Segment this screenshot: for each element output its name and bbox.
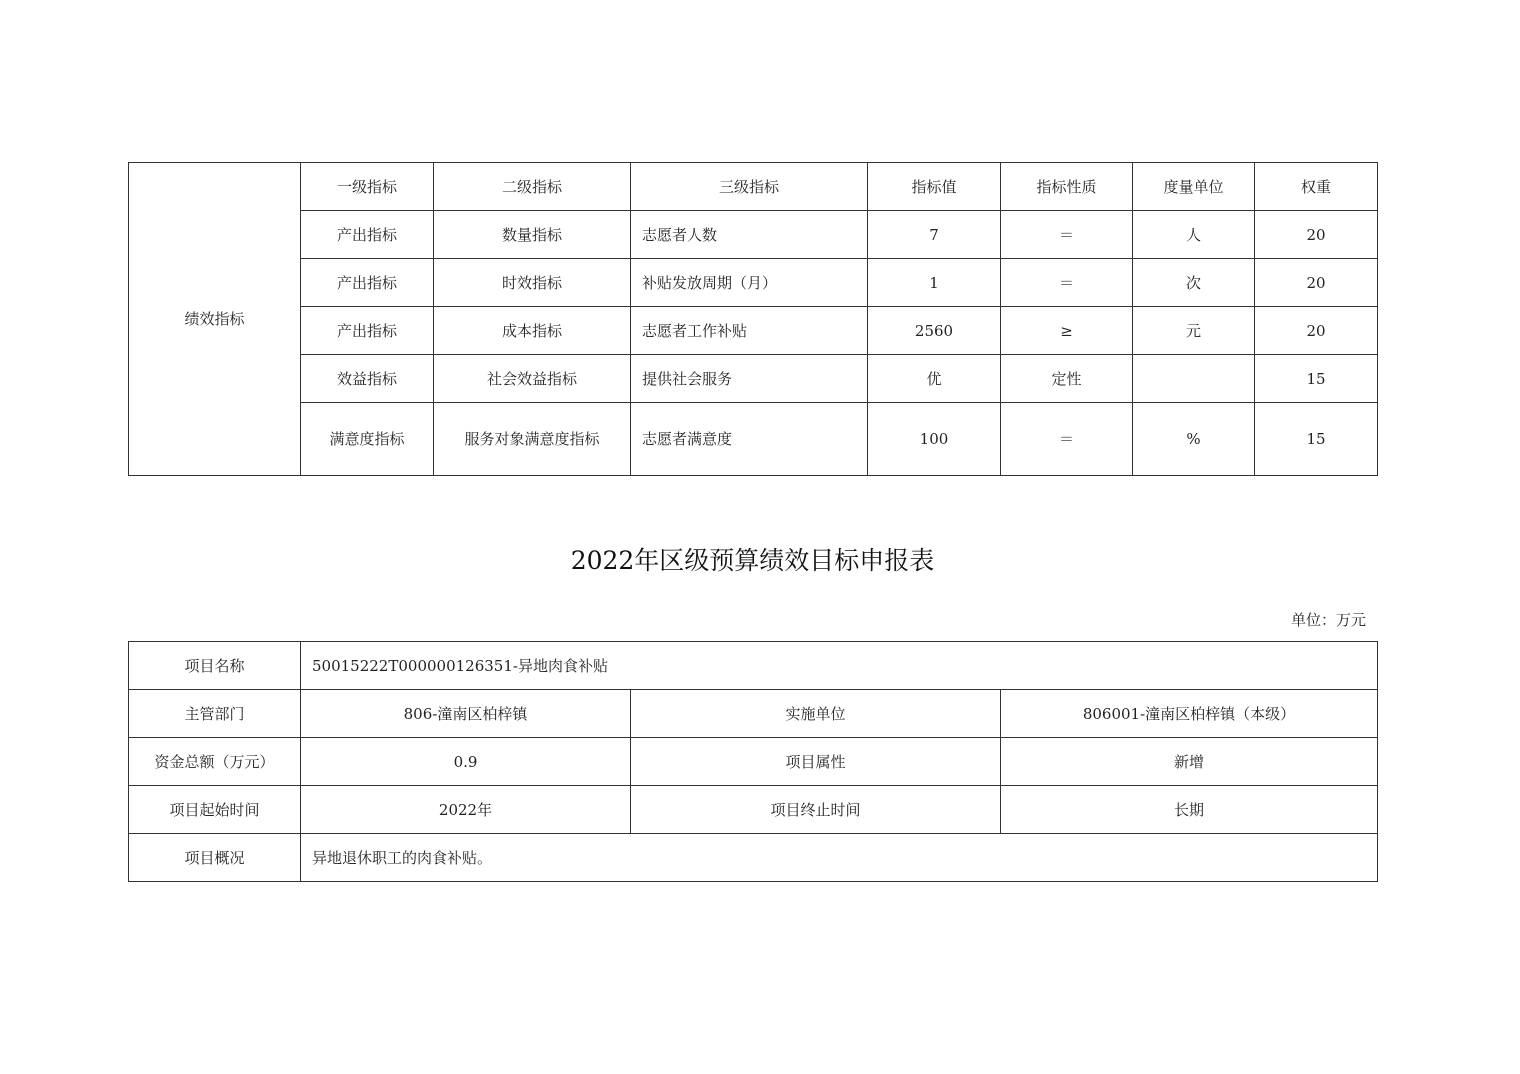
- table-cell: 20: [1255, 259, 1378, 307]
- dept-value: 806-潼南区柏梓镇: [301, 690, 631, 738]
- table-cell: 15: [1255, 355, 1378, 403]
- table-cell: 定性: [1001, 355, 1133, 403]
- form-title: 2022年区级预算绩效目标申报表: [570, 546, 935, 575]
- table-cell: %: [1133, 403, 1255, 476]
- table-row: [129, 642, 1378, 690]
- header-cell: 权重: [1255, 163, 1378, 211]
- table-cell: 提供社会服务: [631, 355, 868, 403]
- table-cell: 补贴发放周期（月）: [631, 259, 868, 307]
- attr-label: 项目属性: [631, 738, 1001, 786]
- table-cell: 志愿者满意度: [631, 403, 868, 476]
- table-row: [129, 690, 1378, 738]
- table-cell: 2560: [868, 307, 1001, 355]
- end-label: 项目终止时间: [631, 786, 1001, 834]
- table-cell: ＝: [1001, 259, 1133, 307]
- impl-value: 806001-潼南区柏梓镇（本级）: [1001, 690, 1378, 738]
- table-cell: 产出指标: [301, 211, 434, 259]
- funds-value: 0.9: [301, 738, 631, 786]
- table-cell: 成本指标: [434, 307, 631, 355]
- table-row: [129, 786, 1378, 834]
- table-cell: 时效指标: [434, 259, 631, 307]
- table-cell: ≥: [1001, 307, 1133, 355]
- table-cell: 产出指标: [301, 307, 434, 355]
- table-cell: 服务对象满意度指标: [434, 403, 631, 476]
- table-cell: 元: [1133, 307, 1255, 355]
- table-cell: 产出指标: [301, 259, 434, 307]
- start-value: 2022年: [301, 786, 631, 834]
- table-cell: 志愿者人数: [631, 211, 868, 259]
- header-cell: 一级指标: [301, 163, 434, 211]
- header-cell: 指标值: [868, 163, 1001, 211]
- project-info-table: [128, 641, 1378, 882]
- unit-label: 单位：万元: [1290, 611, 1366, 629]
- project-name-label: 项目名称: [129, 642, 301, 690]
- header-cell: 二级指标: [434, 163, 631, 211]
- table-cell: 数量指标: [434, 211, 631, 259]
- table-cell: 社会效益指标: [434, 355, 631, 403]
- table-row: [129, 259, 1378, 307]
- header-cell: 度量单位: [1133, 163, 1255, 211]
- start-label: 项目起始时间: [129, 786, 301, 834]
- table-cell: [1133, 355, 1255, 403]
- impl-label: 实施单位: [631, 690, 1001, 738]
- table-cell: ＝: [1001, 403, 1133, 476]
- dept-label: 主管部门: [129, 690, 301, 738]
- overview-label: 项目概况: [129, 834, 301, 882]
- performance-indicator-table: [128, 162, 1378, 476]
- section-label: 绩效指标: [129, 163, 301, 476]
- header-cell: 指标性质: [1001, 163, 1133, 211]
- table-row: [129, 307, 1378, 355]
- header-cell: 三级指标: [631, 163, 868, 211]
- table-cell: 15: [1255, 403, 1378, 476]
- table-cell: ＝: [1001, 211, 1133, 259]
- table-cell: 人: [1133, 211, 1255, 259]
- end-value: 长期: [1001, 786, 1378, 834]
- table-row: [129, 403, 1378, 476]
- overview-value: 异地退休职工的肉食补贴。: [301, 834, 1378, 882]
- table-cell: 优: [868, 355, 1001, 403]
- table-row: [129, 738, 1378, 786]
- table-row: [129, 355, 1378, 403]
- table-cell: 1: [868, 259, 1001, 307]
- table-header-row: [129, 163, 1378, 211]
- attr-value: 新增: [1001, 738, 1378, 786]
- table-cell: 满意度指标: [301, 403, 434, 476]
- project-name-value: 50015222T000000126351-异地肉食补贴: [301, 642, 1378, 690]
- table-cell: 志愿者工作补贴: [631, 307, 868, 355]
- table-cell: 20: [1255, 211, 1378, 259]
- funds-label: 资金总额（万元）: [129, 738, 301, 786]
- table-row: [129, 834, 1378, 882]
- table-cell: 20: [1255, 307, 1378, 355]
- table-row: [129, 211, 1378, 259]
- table-cell: 7: [868, 211, 1001, 259]
- table-cell: 100: [868, 403, 1001, 476]
- table-cell: 效益指标: [301, 355, 434, 403]
- table-cell: 次: [1133, 259, 1255, 307]
